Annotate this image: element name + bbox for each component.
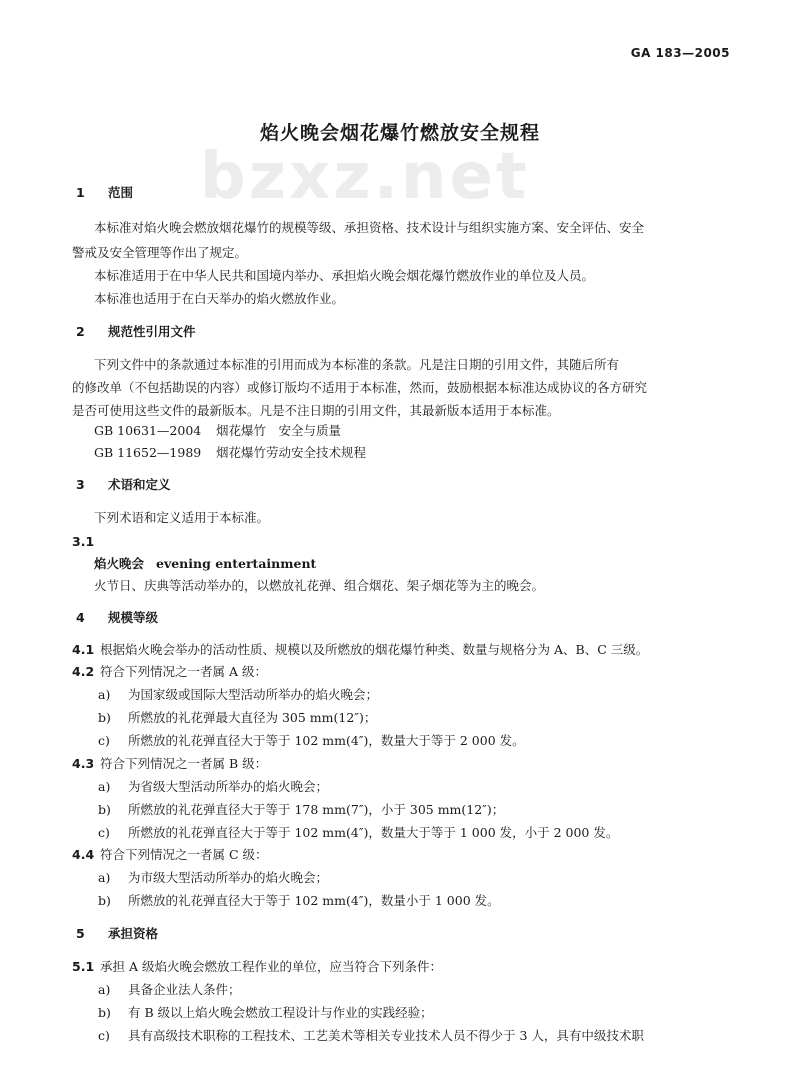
list-item: [98, 779, 328, 795]
section-title: 术语和定义: [108, 477, 171, 492]
list-text: 所燃放的礼花弹直径大于等于 178 mm(7″)，小于 305 mm(12″)；: [128, 802, 505, 817]
section-number: 3: [76, 477, 85, 492]
paragraph-line: 下列术语和定义适用于本标准。: [94, 510, 270, 525]
list-item: [98, 1005, 433, 1021]
list-text: 具有高级技术职称的工程技术、工艺美术等相关专业技术人员不得少于 3 人，具有中级技术职: [128, 1028, 644, 1043]
list-marker: a): [98, 779, 111, 794]
document-title: 焰火晚会烟花爆竹燃放安全规程: [259, 122, 540, 144]
clause-number: 4.1: [72, 642, 95, 657]
section-title: 规模等级: [108, 610, 159, 625]
clause-text: 符合下列情况之一者属 A 级：: [100, 664, 267, 679]
list-text: 为省级大型活动所举办的焰火晚会；: [128, 779, 329, 794]
section-title: 范围: [108, 185, 134, 200]
list-marker: a): [98, 687, 111, 702]
list-text: 所燃放的礼花弹直径大于等于 102 mm(4″)，数量小于 1 000 发。: [128, 893, 500, 908]
list-text: 为市级大型活动所举办的焰火晚会；: [128, 870, 329, 885]
clause-text: 承担 A 级焰火晚会燃放工程作业的单位，应当符合下列条件：: [100, 959, 442, 974]
watermark: bzxz.net: [200, 140, 530, 214]
section-1-heading: [76, 185, 133, 201]
reference-entry: [94, 423, 341, 439]
clause-number: 5.1: [72, 959, 95, 974]
paragraph-line: 的修改单（不包括勘误的内容）或修订版均不适用于本标准，然而，鼓励根据本标准达成协议的各方研究: [72, 380, 648, 395]
list-text: 所燃放的礼花弹直径大于等于 102 mm(4″)，数量大于等于 2 000 发。: [128, 733, 525, 748]
list-item: [98, 687, 378, 703]
paragraph-line: 本标准对焰火晚会燃放烟花爆竹的规模等级、承担资格、技术设计与组织实施方案、安全评估、安全: [94, 220, 645, 235]
clause: [72, 756, 267, 772]
clause: [72, 664, 267, 680]
clause: [72, 642, 648, 658]
list-item: [98, 802, 504, 818]
section-number: 2: [76, 324, 85, 339]
list-text: 有 B 级以上焰火晚会燃放工程设计与作业的实践经验；: [128, 1005, 433, 1020]
section-4-heading: [76, 610, 158, 626]
term-number: 3.1: [72, 534, 95, 549]
list-item: [98, 733, 525, 749]
section-title: 规范性引用文件: [108, 324, 196, 339]
list-text: 所燃放的礼花弹最大直径为 305 mm(12″)；: [128, 710, 377, 725]
list-marker: c): [98, 1028, 110, 1043]
list-marker: c): [98, 825, 110, 840]
clause-number: 4.2: [72, 664, 95, 679]
clause-number: 4.3: [72, 756, 95, 771]
list-text: 为国家级或国际大型活动所举办的焰火晚会；: [128, 687, 379, 702]
list-marker: c): [98, 733, 110, 748]
paragraph-line: 下列文件中的条款通过本标准的引用而成为本标准的条款。凡是注日期的引用文件，其随后所有: [94, 357, 620, 372]
term-definition: 火节日、庆典等活动举办的，以燃放礼花弹、组合烟花、架子烟花等为主的晚会。: [94, 578, 545, 593]
section-2-heading: [76, 324, 196, 340]
paragraph-line: 是否可使用这些文件的最新版本。凡是不注日期的引用文件，其最新版本适用于本标准。: [72, 403, 560, 418]
standard-code: GA 183—2005: [630, 46, 730, 60]
list-item: [98, 982, 241, 998]
reference-title: 烟花爆竹 安全与质量: [216, 423, 342, 438]
clause: [72, 847, 268, 863]
reference-title: 烟花爆竹劳动安全技术规程: [216, 445, 367, 460]
list-marker: b): [98, 1005, 111, 1020]
clause-text: 符合下列情况之一者属 B 级：: [100, 756, 268, 771]
list-marker: a): [98, 982, 111, 997]
term-name: 焰火晚会: [94, 556, 145, 571]
clause-text: 符合下列情况之一者属 C 级：: [100, 847, 268, 862]
list-text: 所燃放的礼花弹直径大于等于 102 mm(4″)，数量大于等于 1 000 发，小于 2 000 发。: [128, 825, 619, 840]
list-marker: b): [98, 710, 111, 725]
clause-number: 4.4: [72, 847, 95, 862]
clause: [72, 959, 442, 975]
list-item: [98, 710, 376, 726]
section-5-heading: [76, 926, 158, 942]
clause-text: 根据焰火晚会举办的活动性质、规模以及所燃放的烟花爆竹种类、数量与规格分为 A、B、C 三级。: [100, 642, 649, 657]
list-marker: a): [98, 870, 111, 885]
paragraph-line: 本标准适用于在中华人民共和国境内举办、承担焰火晚会烟花爆竹燃放作业的单位及人员。: [94, 268, 595, 283]
term-entry: [94, 556, 316, 572]
reference-code: GB 10631—2004: [94, 423, 202, 438]
section-number: 4: [76, 610, 85, 625]
list-item: [98, 893, 500, 909]
list-text: 具备企业法人条件；: [128, 982, 241, 997]
term-english: evening entertainment: [156, 556, 317, 571]
paragraph-line: 本标准也适用于在白天举办的焰火燃放作业。: [94, 291, 345, 306]
list-item: [98, 870, 328, 886]
section-number: 5: [76, 926, 85, 941]
list-marker: b): [98, 893, 111, 908]
list-item: [98, 1028, 644, 1044]
section-title: 承担资格: [108, 926, 159, 941]
section-3-heading: [76, 477, 171, 493]
reference-code: GB 11652—1989: [94, 445, 202, 460]
reference-entry: [94, 445, 366, 461]
list-item: [98, 825, 618, 841]
paragraph-line: 警戒及安全管理等作出了规定。: [72, 245, 248, 260]
list-marker: b): [98, 802, 111, 817]
section-number: 1: [76, 185, 85, 200]
